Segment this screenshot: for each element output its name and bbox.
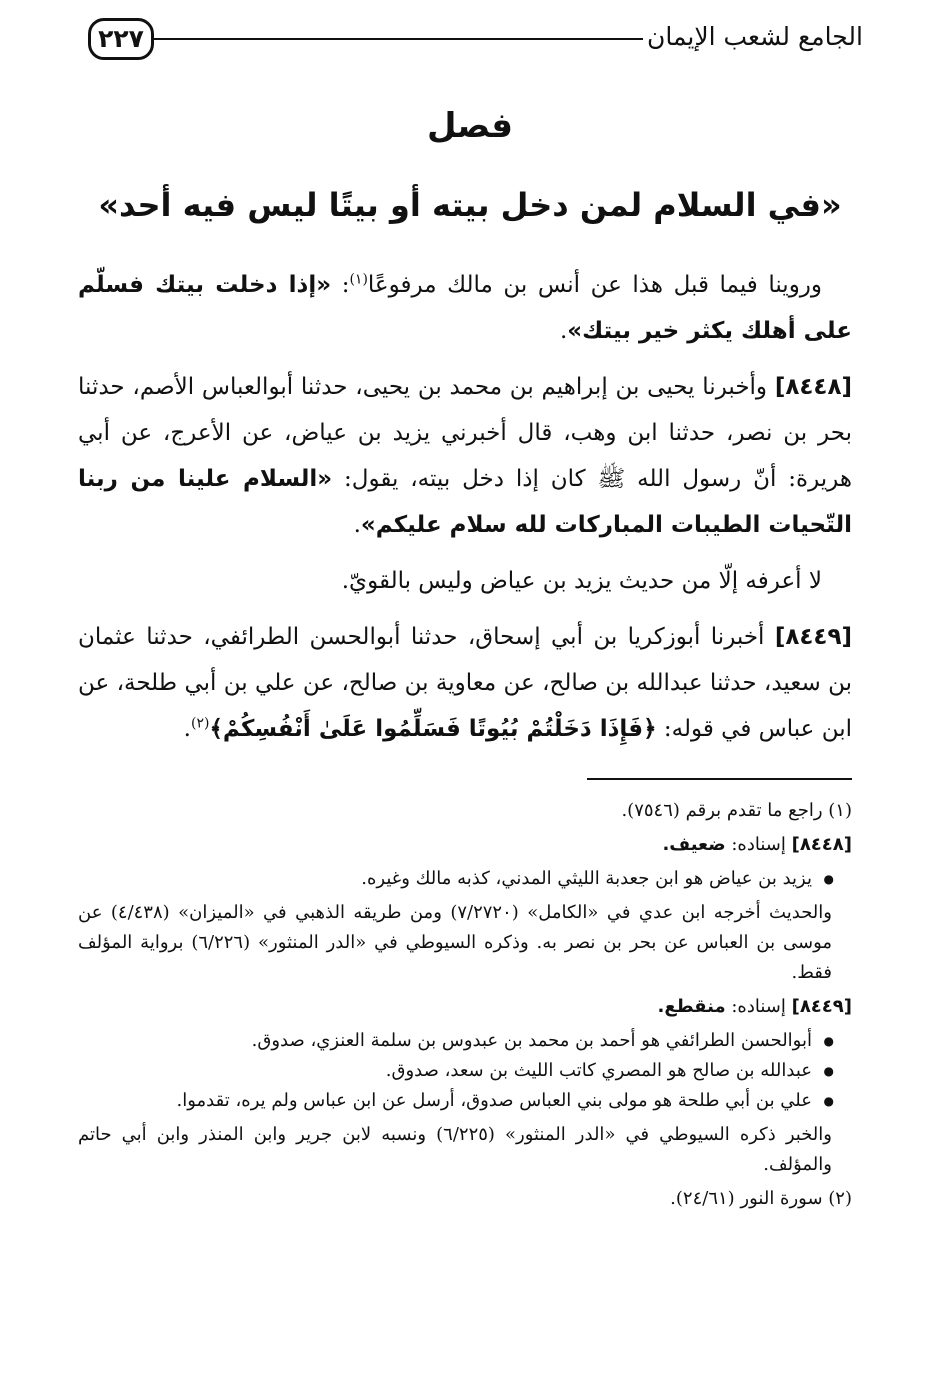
page-header: [88, 18, 863, 68]
footnote-8448-label: إسناده:: [725, 834, 792, 855]
footnote-1: (١) راجع ما تقدم برقم (٧٥٤٦).: [621, 800, 852, 821]
hadith-quote-1: «إذا دخلت بيتك فسلّم على أهلك يكثر خير بيتك»: [78, 272, 852, 344]
footnote-8448-list: [78, 864, 852, 894]
body-text: [78, 262, 852, 762]
p1-separator: :: [331, 272, 350, 298]
footnotes: [78, 796, 852, 1218]
footnote-rule: [587, 778, 852, 780]
footnote-ref-2: (٢): [190, 715, 210, 732]
section-heading: فصل: [426, 106, 514, 146]
hadith-number-8448: [٨٤٤٨]: [774, 374, 852, 400]
chapter-title: «في السلام لمن دخل بيته أو بيتًا ليس فيه أحد»: [98, 186, 842, 224]
footnote-8448-number: [٨٤٤٨]: [791, 834, 852, 855]
quran-quote: ﴿فَإِذَا دَخَلْتُمْ بُيُوتًا فَسَلِّمُوا عَلَىٰ أَنْفُسِكُمْ﴾: [209, 716, 657, 742]
p1-intro: وروينا فيما قبل هذا عن أنس بن مالك مرفوعًا: [367, 272, 823, 298]
footnote-8449-heading: [78, 992, 852, 1022]
list-item: ● يزيد بن عياض هو ابن جعدبة الليثي المدني، كذبه مالك وغيره.: [78, 864, 812, 894]
footnote-8449-grade: منقطع.: [657, 996, 726, 1017]
header-rule: [154, 38, 643, 40]
p4-end: .: [183, 716, 191, 742]
footnote-8448-grade: ضعيف.: [662, 834, 726, 855]
p1-end: .: [559, 318, 568, 344]
footnote-8449-number: [٨٤٤٩]: [791, 996, 852, 1017]
p2-end: .: [353, 512, 361, 538]
footnote-8449-list: [78, 1026, 852, 1116]
footnote-2: (٢) سورة النور (٢٤/٦١).: [670, 1188, 852, 1209]
running-title: الجامع لشعب الإيمان: [646, 22, 863, 51]
p4-text: أخبرنا أبوزكريا بن أبي إسحاق، حدثنا أبوالحسن الطرائفي، حدثنا عثمان بن سعيد، حدثنا عبدالله بن صالح، عن معاوية بن صالح، عن علي بن أبي طلحة، عن ابن عباس في قوله:: [78, 624, 852, 742]
p2-text: وأخبرنا يحيى بن إبراهيم بن محمد بن يحيى، حدثنا أبوالعباس الأصم، حدثنا بحر بن نصر، حدثنا ابن وهب، قال أخبرني يزيد بن عياض، عن الأعرج، عن أبي هريرة: أنّ رسول الله ﷺ كان إذا دخل بيته، يقول:: [78, 374, 852, 492]
list-item: ● علي بن أبي طلحة هو مولى بني العباس صدوق، أرسل عن ابن عباس ولم يره، تقدموا.: [78, 1086, 812, 1116]
paragraph-8448: [78, 364, 852, 548]
footnote-ref-1: (١): [349, 271, 368, 288]
paragraph-comment: لا أعرفه إلّا من حديث يزيد بن عياض وليس بالقويّ.: [341, 568, 822, 594]
hadith-quote-8448: «السلام علينا من ربنا التّحيات الطيبات المباركات لله سلام عليكم»: [78, 466, 852, 538]
footnote-8448-heading: [78, 830, 852, 860]
footnote-8449-label: إسناده:: [725, 996, 792, 1017]
paragraph-1: [78, 262, 852, 354]
list-item: ● عبدالله بن صالح هو المصري كاتب الليث بن سعد، صدوق.: [78, 1056, 812, 1086]
list-item: ● أبوالحسن الطرائفي هو أحمد بن محمد بن عبدوس بن سلمة العنزي، صدوق.: [78, 1026, 812, 1056]
hadith-number-8449: [٨٤٤٩]: [774, 624, 852, 650]
footnote-8448-note: والحديث أخرجه ابن عدي في «الكامل» (٧/٢٧٢٠) ومن طريقه الذهبي في «الميزان» (٤/٤٣٨) عن موسى بن العباس عن بحر بن نصر به. وذكره السيوطي في «الدر المنثور» (٦/٢٢٦) برواية المؤلف فقط.: [78, 902, 833, 983]
footnote-8449-note: والخبر ذكره السيوطي في «الدر المنثور» (٦/٢٢٥) ونسبه لابن جرير وابن المنذر وابن أبي حاتم والمؤلف.: [78, 1124, 832, 1175]
paragraph-8449: [78, 614, 852, 752]
page-number: ٢٢٧: [88, 18, 154, 60]
